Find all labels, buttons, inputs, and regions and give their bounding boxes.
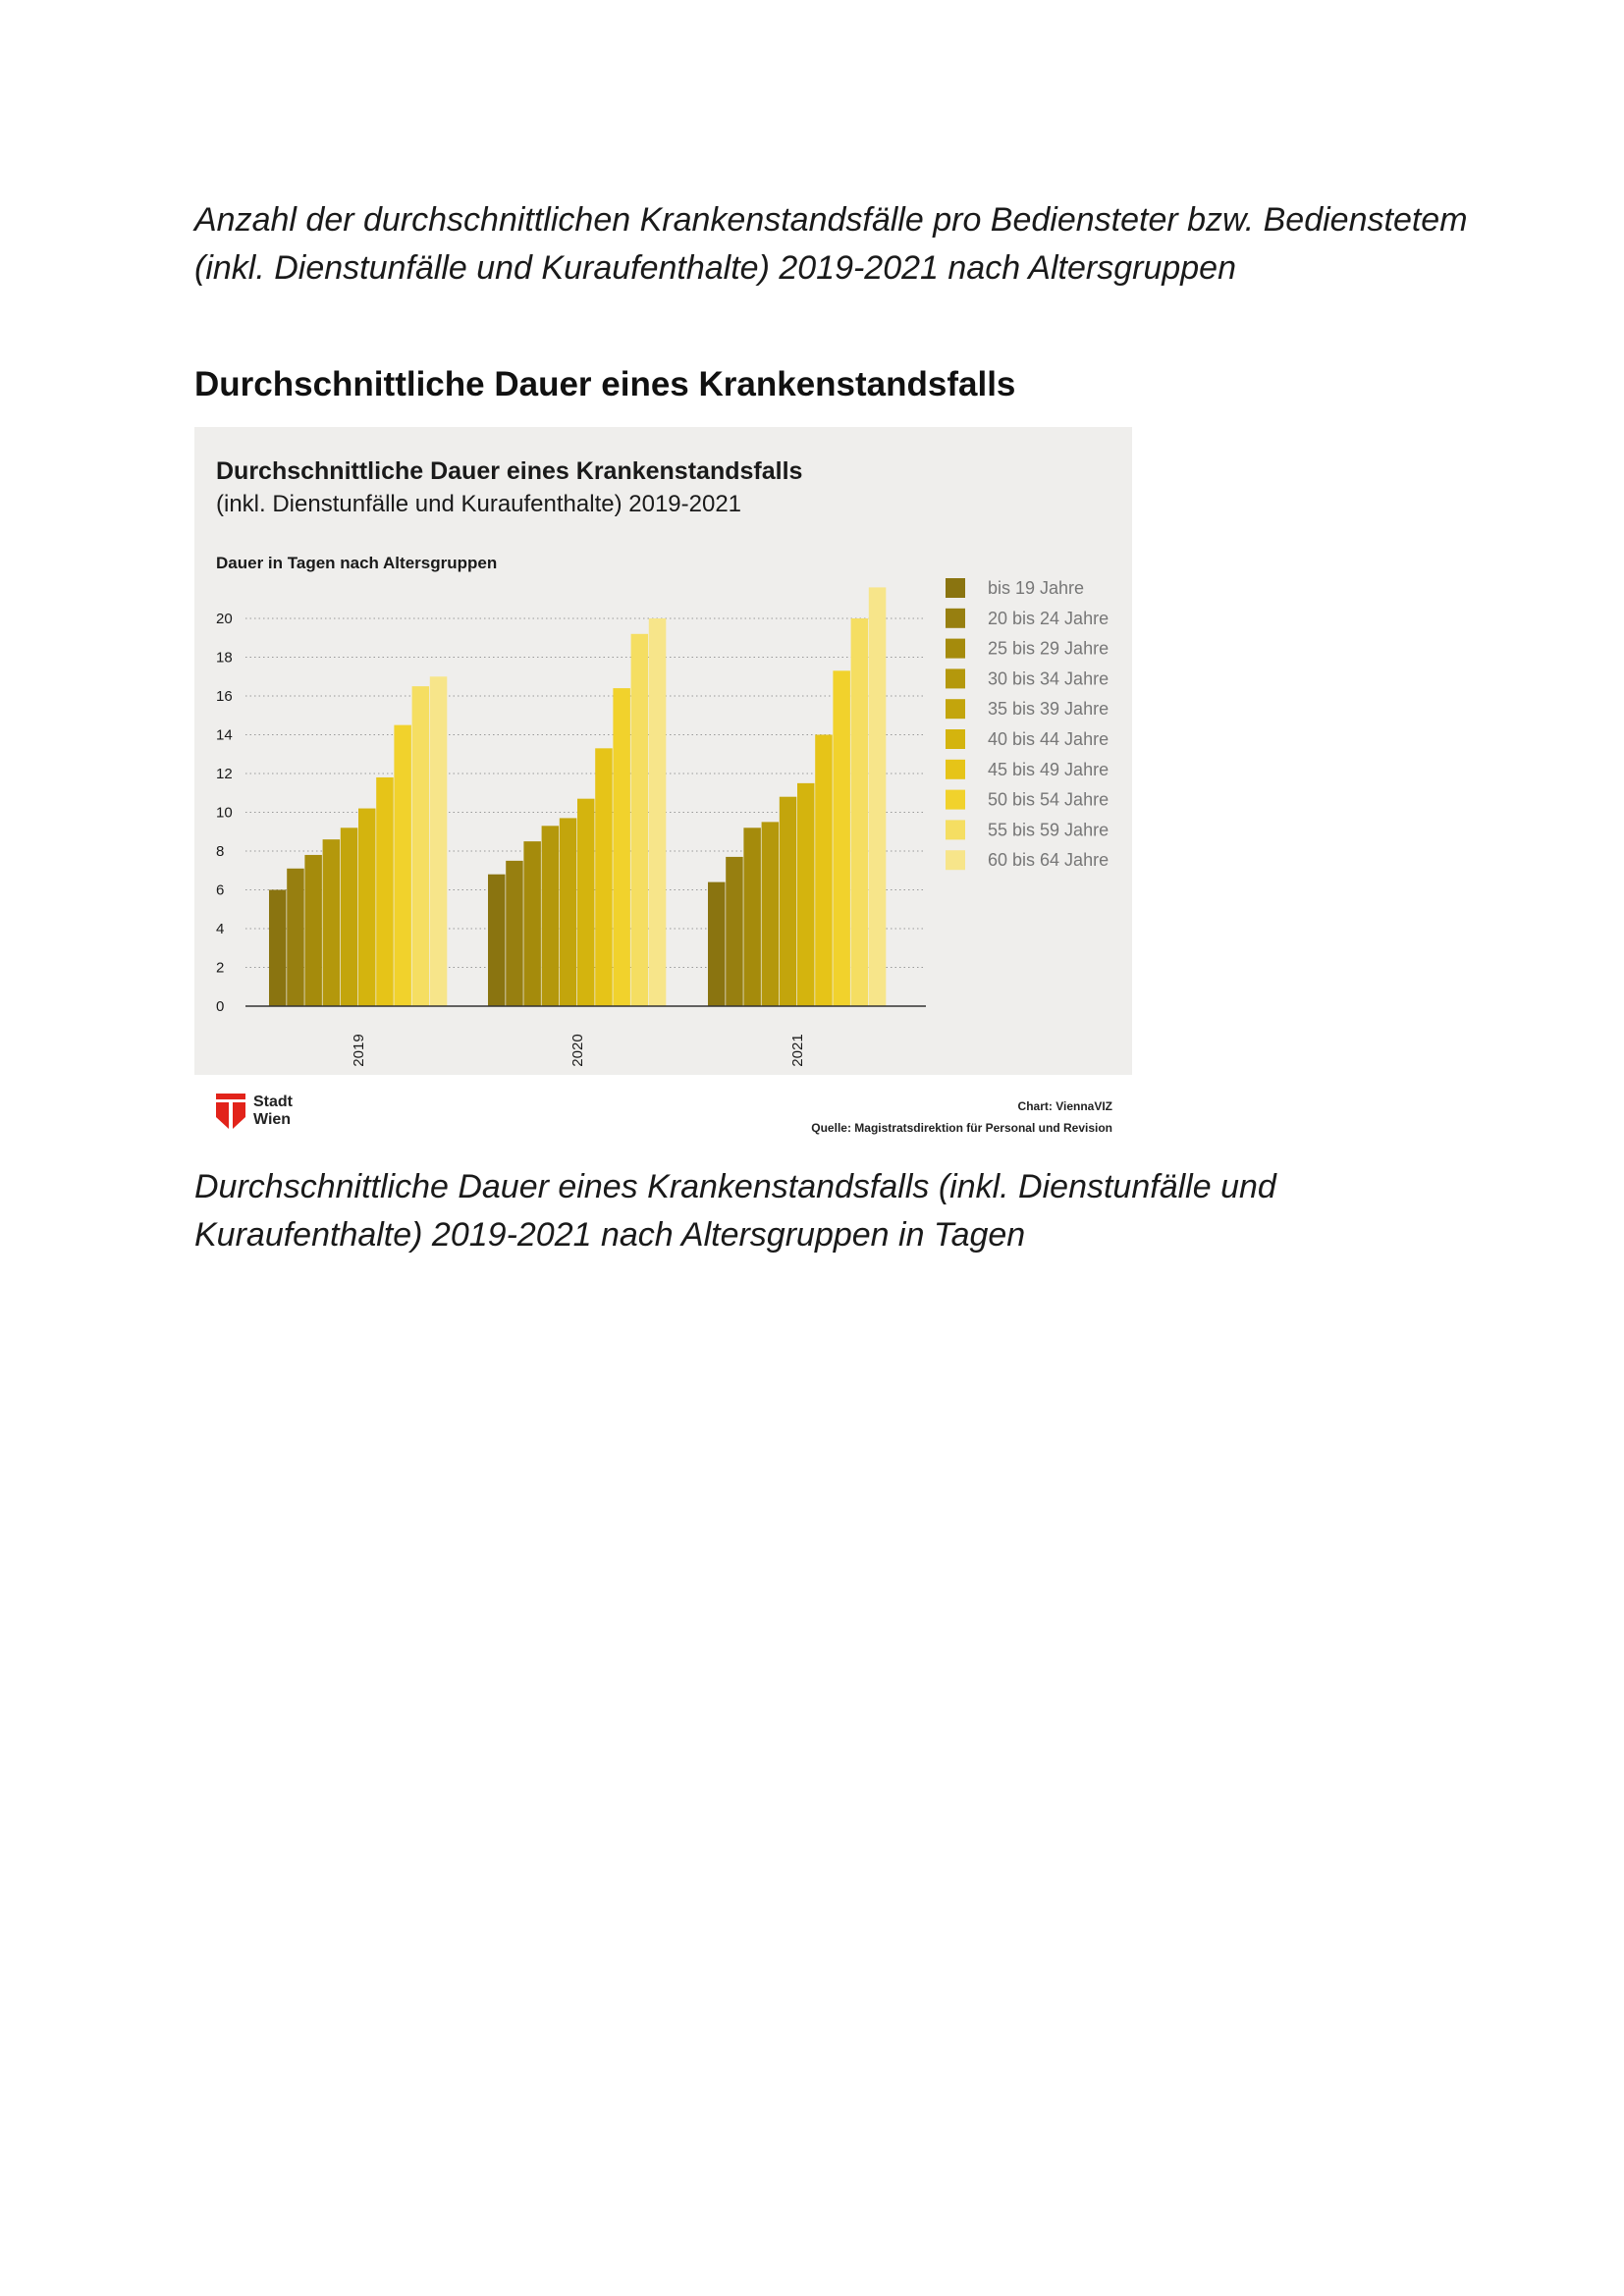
bar	[376, 777, 394, 1006]
chart-source: Quelle: Magistratsdirektion für Personal und Revision	[811, 1121, 1112, 1135]
bar	[613, 688, 630, 1006]
bar	[726, 857, 743, 1006]
legend-swatch	[946, 578, 965, 598]
bar	[358, 809, 376, 1006]
bar	[287, 869, 304, 1006]
legend-label: 55 bis 59 Jahre	[988, 820, 1110, 840]
bar	[708, 882, 726, 1006]
caption-top: Anzahl der durchschnittlichen Krankenstandsfälle pro Bediensteter bzw. Bedienstetem (inkl. Dienstunfälle und Kuraufenthalte) 2019-2021 nach Altersgruppen	[194, 201, 1468, 287]
legend-label: bis 19 Jahre	[988, 578, 1085, 598]
logo-line-wien: Wien	[253, 1111, 292, 1128]
legend-swatch	[946, 639, 965, 659]
y-tick-label: 10	[216, 804, 233, 822]
bar	[269, 890, 287, 1007]
legend-swatch	[946, 850, 965, 870]
bar	[797, 783, 815, 1006]
chart-credits	[811, 1095, 1112, 1139]
y-tick-label: 18	[216, 649, 233, 667]
bars	[269, 587, 886, 1006]
legend-label: 40 bis 44 Jahre	[988, 729, 1110, 749]
legend-swatch	[946, 760, 965, 779]
legend-swatch	[946, 729, 965, 749]
bar	[833, 670, 850, 1006]
y-tick-label: 2	[216, 959, 225, 977]
bar	[341, 828, 358, 1006]
bar-chart	[194, 427, 1132, 1075]
chart-panel	[194, 427, 1132, 1075]
logo-line-stadt: Stadt	[253, 1094, 293, 1110]
x-tick-label: 2019	[351, 1034, 367, 1067]
caption-bottom: Durchschnittliche Dauer eines Krankenstandsfalls (inkl. Dienstunfälle und Kuraufenthalte) 2019-2021 nach Altersgruppen in Tagen	[194, 1168, 1276, 1254]
bar	[762, 822, 780, 1006]
bar	[595, 748, 613, 1006]
legend-swatch	[946, 820, 965, 839]
bar	[649, 618, 667, 1006]
y-tick-label: 20	[216, 611, 233, 627]
y-tick-label: 0	[216, 998, 225, 1015]
bar	[560, 818, 577, 1006]
section-heading: Durchschnittliche Dauer eines Krankenstandsfalls	[194, 365, 1016, 403]
legend-label: 20 bis 24 Jahre	[988, 608, 1110, 628]
bar	[488, 875, 506, 1006]
legend-label: 25 bis 29 Jahre	[988, 638, 1110, 659]
x-tick-label: 2020	[569, 1034, 586, 1067]
y-tick-label: 14	[216, 726, 233, 744]
bar	[323, 839, 341, 1006]
y-tick-label: 8	[216, 843, 225, 860]
bar	[523, 841, 541, 1006]
bar	[851, 618, 869, 1006]
y-axis-ticks	[216, 611, 233, 1015]
legend-label: 60 bis 64 Jahre	[988, 850, 1110, 871]
bar	[631, 634, 649, 1006]
bar	[542, 826, 560, 1006]
legend-swatch	[946, 668, 965, 688]
bar	[780, 797, 797, 1006]
y-axis-label: Dauer in Tagen nach Altersgruppen	[216, 554, 498, 572]
bar	[743, 828, 761, 1006]
bar	[394, 725, 411, 1006]
y-tick-label: 4	[216, 921, 225, 937]
x-axis-ticks	[351, 1034, 806, 1066]
bar	[869, 587, 887, 1006]
chart-title: Durchschnittliche Dauer eines Krankenstandsfalls	[216, 457, 803, 485]
bar	[815, 735, 833, 1007]
chart-subtitle: (inkl. Dienstunfälle und Kuraufenthalte) 2019-2021	[216, 491, 742, 517]
y-tick-label: 16	[216, 688, 233, 705]
legend-label: 50 bis 54 Jahre	[988, 789, 1110, 810]
chart-footer	[194, 1088, 1132, 1142]
legend-label: 30 bis 34 Jahre	[988, 668, 1110, 689]
x-tick-label: 2021	[789, 1034, 806, 1067]
y-tick-label: 12	[216, 766, 233, 782]
legend-swatch	[946, 609, 965, 628]
chart-credit: Chart: ViennaVIZ	[1017, 1099, 1112, 1113]
stadt-wien-logo-icon	[216, 1094, 245, 1129]
logo-text	[253, 1094, 293, 1129]
legend-label: 45 bis 49 Jahre	[988, 759, 1110, 779]
bar	[412, 686, 430, 1006]
bar	[430, 676, 448, 1006]
bar	[304, 855, 322, 1006]
legend-swatch	[946, 699, 965, 719]
legend-swatch	[946, 790, 965, 810]
legend	[946, 578, 1109, 870]
y-tick-label: 6	[216, 881, 225, 899]
bar	[506, 861, 523, 1006]
legend-label: 35 bis 39 Jahre	[988, 699, 1110, 720]
bar	[577, 799, 595, 1006]
